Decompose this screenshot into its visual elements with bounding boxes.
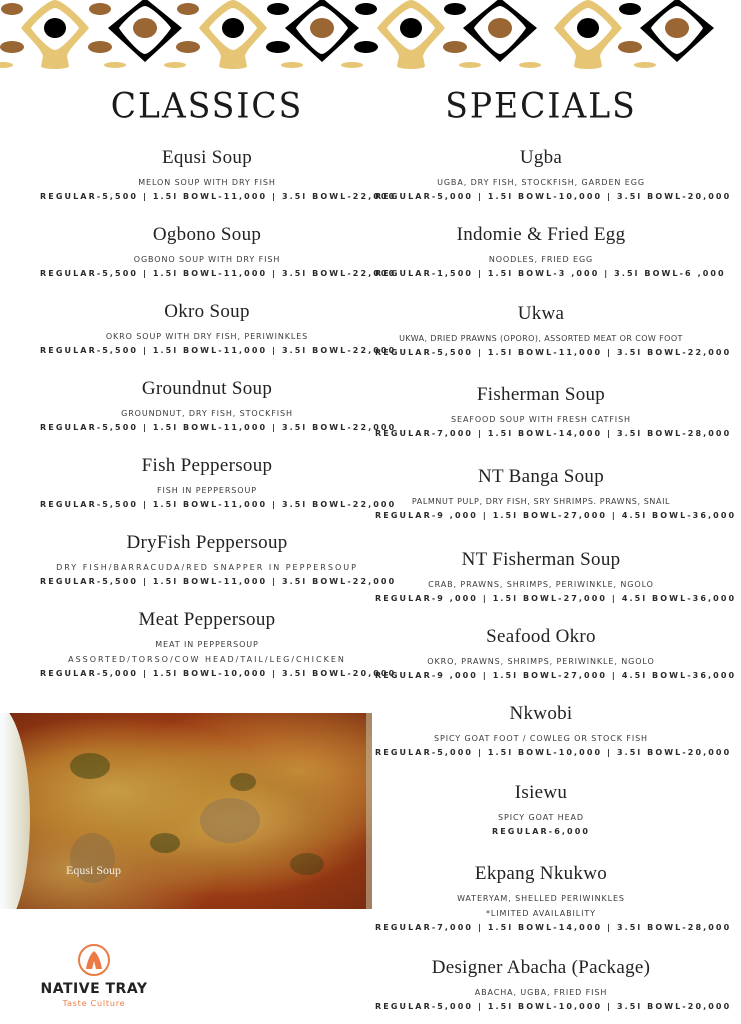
menu-item-okro-soup [40, 301, 397, 358]
specials-heading: SPECIALS [445, 84, 637, 126]
menu-item-nt-fisherman-soup [375, 549, 737, 606]
item-name: Seafood Okro [486, 626, 596, 647]
item-description: FISH IN PEPPERSOUP [157, 486, 257, 495]
item-price: REGULAR-5,000 | 1.5l BOWL-10,000 | 3.5l BOWL-20,000 [375, 192, 732, 201]
item-name: DryFish Peppersoup [126, 532, 288, 553]
item-description: DRY FISH/BARRACUDA/RED SNAPPER IN PEPPERSOUP [56, 563, 358, 572]
item-description: OKRO, PRAWNS, SHRIMPS, PERIWINKLE, NGOLO [427, 657, 655, 666]
item-name: Meat Peppersoup [138, 609, 276, 630]
specials-section [375, 80, 737, 1014]
item-description: WATERYAM, SHELLED PERIWINKLES [457, 894, 625, 903]
item-price: REGULAR-5,500 | 1.5l BOWL-11,000 | 3.5l BOWL-22,000 [40, 500, 397, 509]
item-name: Isiewu [514, 782, 568, 803]
menu-item-nt-banga-soup [375, 466, 737, 523]
native-tray-logo [40, 944, 148, 1008]
item-name: Groundnut Soup [141, 378, 273, 399]
menu-item-nkwobi [375, 703, 732, 760]
item-name: Ugba [519, 147, 563, 168]
item-name: Indomie & Fried Egg [456, 224, 626, 245]
item-name: NT Banga Soup [478, 466, 604, 487]
item-price: REGULAR-5,000 | 1.5l BOWL-10,000 | 3.5l BOWL-20,000 [375, 1002, 732, 1011]
availability-note: *LIMITED AVAILABILITY [486, 909, 596, 918]
header-pattern [0, 0, 741, 72]
item-name: Nkwobi [509, 703, 573, 724]
item-price: REGULAR-5,000 | 1.5l BOWL-10,000 | 3.5l BOWL-20,000 [375, 748, 732, 757]
menu-item-meat-peppersoup [40, 609, 397, 681]
item-description: MEAT IN PEPPERSOUP [155, 640, 259, 649]
menu-item-equsi-soup [40, 147, 397, 204]
item-price: REGULAR-7,000 | 1.5l BOWL-14,000 | 3.5l BOWL-28,000 [375, 923, 732, 932]
item-description: SEAFOOD SOUP WITH FRESH CATFISH [451, 415, 631, 424]
item-name: Equsi Soup [161, 147, 253, 168]
equsi-soup-photo [0, 713, 372, 909]
menu-item-seafood-okro [375, 626, 737, 683]
item-description: UKWA, DRIED PRAWNS (OPORO), ASSORTED MEAT OR COW FOOT [399, 334, 683, 343]
item-description: CRAB, PRAWNS, SHRIMPS, PERIWINKLE, NGOLO [428, 580, 654, 589]
menu-item-ukwa [375, 303, 732, 360]
tribal-pattern-icon [0, 0, 741, 72]
classics-section [40, 80, 397, 681]
classics-heading: CLASSICS [110, 84, 304, 126]
item-description: GROUNDNUT, DRY FISH, STOCKFISH [121, 409, 293, 418]
item-description: PALMNUT PULP, DRY FISH, SRY SHRIMPS. PRAWNS, SNAIL [411, 497, 671, 506]
menu-item-ekpang-nkukwo [375, 863, 732, 935]
item-price: REGULAR-1,500 | 1.5l BOWL-3 ,000 | 3.5l BOWL-6 ,000 [375, 269, 726, 278]
menu-item-designer-abacha [375, 957, 732, 1014]
menu-item-fish-peppersoup [40, 455, 397, 512]
tent-logo-icon [78, 944, 110, 976]
menu-item-dryfish-peppersoup [40, 532, 397, 589]
item-price: REGULAR-7,000 | 1.5l BOWL-14,000 | 3.5l BOWL-28,000 [375, 429, 732, 438]
brand-tagline: Taste Culture [62, 999, 126, 1008]
item-name: Okro Soup [164, 301, 250, 322]
item-price: REGULAR-5,500 | 1.5l BOWL-11,000 | 3.5l BOWL-22,000 [40, 192, 397, 201]
item-price: REGULAR-9 ,000 | 1.5l BOWL-27,000 | 4.5l BOWL-36,000 [375, 671, 737, 680]
item-price: REGULAR-5,500 | 1.5l BOWL-11,000 | 3.5l BOWL-22,000 [375, 348, 732, 357]
item-description: UGBA, DRY FISH, STOCKFISH, GARDEN EGG [437, 178, 645, 187]
item-name: Ukwa [517, 303, 565, 324]
menu-item-ogbono-soup [40, 224, 397, 281]
item-name: NT Fisherman Soup [461, 549, 621, 570]
item-description: ABACHA, UGBA, FRIED FISH [474, 988, 608, 997]
item-price: REGULAR-5,500 | 1.5l BOWL-11,000 | 3.5l BOWL-22,000 [40, 346, 397, 355]
bowl-rim [0, 713, 30, 909]
item-price: REGULAR-5,500 | 1.5l BOWL-11,000 | 3.5l BOWL-22,000 [40, 423, 397, 432]
item-description: SPICY GOAT HEAD [498, 813, 584, 822]
item-description: SPICY GOAT FOOT / COWLEG OR STOCK FISH [434, 734, 648, 743]
item-price: REGULAR-9 ,000 | 1.5l BOWL-27,000 | 4.5l BOWL-36,000 [375, 594, 737, 603]
item-price: REGULAR-5,500 | 1.5l BOWL-11,000 | 3.5l BOWL-22,000 [40, 577, 397, 586]
item-price: REGULAR-6,000 [491, 827, 591, 836]
item-description-extra: ASSORTED/TORSO/COW HEAD/TAIL/LEG/CHICKEN [68, 655, 346, 664]
item-description: OGBONO SOUP WITH DRY FISH [133, 255, 281, 264]
item-name: Ekpang Nkukwo [474, 863, 608, 884]
item-name: Ogbono Soup [152, 224, 262, 245]
item-price: REGULAR-9 ,000 | 1.5l BOWL-27,000 | 4.5l BOWL-36,000 [375, 511, 737, 520]
item-name: Fisherman Soup [476, 384, 606, 405]
item-description: NOODLES, FRIED EGG [488, 255, 594, 264]
item-price: REGULAR-5,000 | 1.5l BOWL-10,000 | 3.5l BOWL-20,000 [40, 669, 397, 678]
menu-item-ugba [375, 147, 732, 204]
menu-item-indomie-fried-egg [375, 224, 726, 281]
item-description: MELON SOUP WITH DRY FISH [138, 178, 276, 187]
menu-item-fisherman-soup [375, 384, 732, 441]
item-name: Designer Abacha (Package) [431, 957, 651, 978]
menu-item-isiewu [375, 782, 707, 839]
photo-caption: Equsi Soup [66, 863, 122, 877]
item-description: OKRO SOUP WITH DRY FISH, PERIWINKLES [105, 332, 309, 341]
menu-item-groundnut-soup [40, 378, 397, 435]
item-price: REGULAR-5,500 | 1.5l BOWL-11,000 | 3.5l BOWL-22,000 [40, 269, 397, 278]
item-name: Fish Peppersoup [141, 455, 273, 476]
brand-name: NATIVE TRAY [40, 981, 148, 997]
